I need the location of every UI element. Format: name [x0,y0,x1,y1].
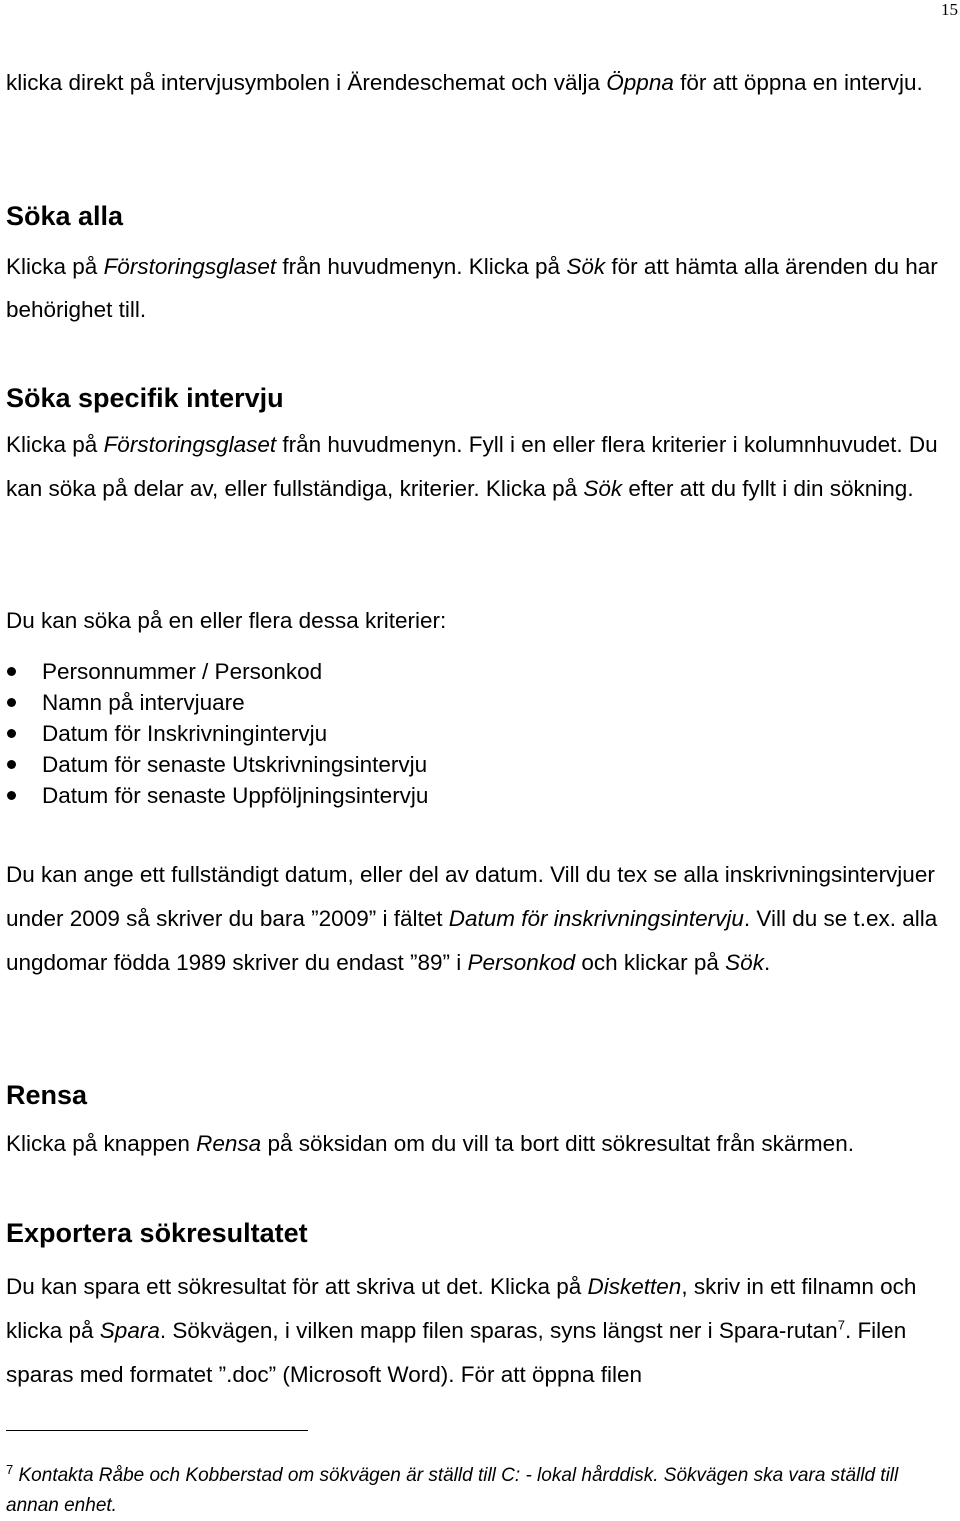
bullet-icon [7,791,16,800]
search-all-text-3: från huvudmenyn. Klicka på [276,254,567,279]
search-term: Sök [725,950,764,975]
date-info-text-3: . Vill du se t.ex. alla ungdomar födda 1989 skriver du endast ”89” i [6,906,938,975]
search-specific-text-1: Klicka på [6,432,104,457]
criteria-list [6,656,956,811]
criteria-item [6,656,956,687]
export-text-5: . Sökvägen, i vilken mapp filen sparas, syns längst ner i Spara-rutan [159,1318,838,1343]
heading-search-all: Söka alla [6,201,124,231]
criteria-item-text: Datum för senaste Utskrivningsintervju [42,752,428,777]
export-paragraph [6,1265,956,1397]
criteria-item [6,687,956,718]
search-all-text-1: Klicka på [6,254,104,279]
date-info-text-1: Du kan ange ett fullständigt datum, eller del av datum. Vill du tex se alla inskrivningsintervjuer under 2009 så skriver du bara ”2009” i fältet [6,862,935,931]
footnote-text: Kontakta Råbe och Kobberstad om sökvägen är ställd till C: - lokal hårddisk. Sökvägen ska vara ställd till annan enhet. [6,1465,899,1516]
search-all-text-5: för att hämta alla ärenden du har behörighet till. [6,254,938,322]
bullet-icon [7,698,16,707]
bullet-icon [7,729,16,738]
criteria-item [6,780,956,811]
export-text-3: , skriv in ett filnamn och klicka på [6,1274,917,1343]
search-term: Sök [583,476,623,501]
footnote-number: 7 [6,1462,14,1477]
section-search-specific [6,380,956,511]
clear-text-1: Klicka på knappen [6,1131,197,1156]
criteria-item-text: Namn på intervjuare [42,690,245,715]
search-all-paragraph [6,245,956,331]
search-term: Sök [566,254,606,279]
search-specific-text-5: efter att du fyllt i din sökning. [622,476,914,501]
date-info-text-5: och klickar på [575,950,726,975]
diskette-term: Disketten [587,1274,682,1299]
date-info-paragraph [6,853,956,985]
date-info-block [6,853,956,985]
criteria-item-text: Personnummer / Personkod [42,659,323,684]
intro-open-term: Öppna [606,70,674,95]
magnifier-term: Förstoringsglaset [103,254,277,279]
export-text-1: Du kan spara ett sökresultat för att skriva ut det. Klicka på [6,1274,588,1299]
bullet-icon [7,667,16,676]
footnote [6,1461,956,1521]
search-specific-paragraph [6,423,956,511]
criteria-item-text: Datum för Inskrivningintervju [42,721,328,746]
footnote-reference: 7 [837,1317,845,1333]
date-field-term: Datum för inskrivningsintervju [448,906,744,931]
clear-text-3: på söksidan om du vill ta bort ditt sökresultat från skärmen. [261,1131,854,1156]
criteria-item [6,718,956,749]
intro-paragraph-block [6,61,956,104]
criteria-item-text: Datum för senaste Uppföljningsintervju [42,783,429,808]
intro-text-1: klicka direkt på intervjusymbolen i Ärendeschemat och välja [6,70,607,95]
heading-clear: Rensa [6,1080,88,1110]
section-clear [6,1077,956,1165]
section-search-all [6,198,956,331]
intro-paragraph [6,61,956,104]
intro-text-3: för att öppna en intervju. [673,70,923,95]
page-number: 15 [941,0,958,19]
search-specific-text-3: från huvudmenyn. Fyll i en eller flera kriterier i kolumnhuvudet. Du kan söka på delar av, eller fullständiga, kriterier. Klicka på [6,432,938,501]
date-info-text-7: . [763,950,771,975]
heading-search-specific: Söka specifik intervju [6,383,284,413]
clear-button-term: Rensa [196,1131,262,1156]
magnifier-term: Förstoringsglaset [103,432,277,457]
export-text-6: . Filen sparas med formatet ”.doc” (Microsoft Word). För att öppna filen [6,1318,907,1387]
save-term: Spara [99,1318,160,1343]
footnote-divider [6,1430,308,1431]
bullet-icon [7,760,16,769]
criteria-block [6,599,956,811]
heading-export: Exportera sökresultatet [6,1218,308,1248]
personkod-term: Personkod [467,950,576,975]
section-export [6,1215,956,1397]
criteria-intro: Du kan söka på en eller flera dessa kriterier: [6,608,447,633]
clear-paragraph [6,1122,956,1165]
criteria-item [6,749,956,780]
